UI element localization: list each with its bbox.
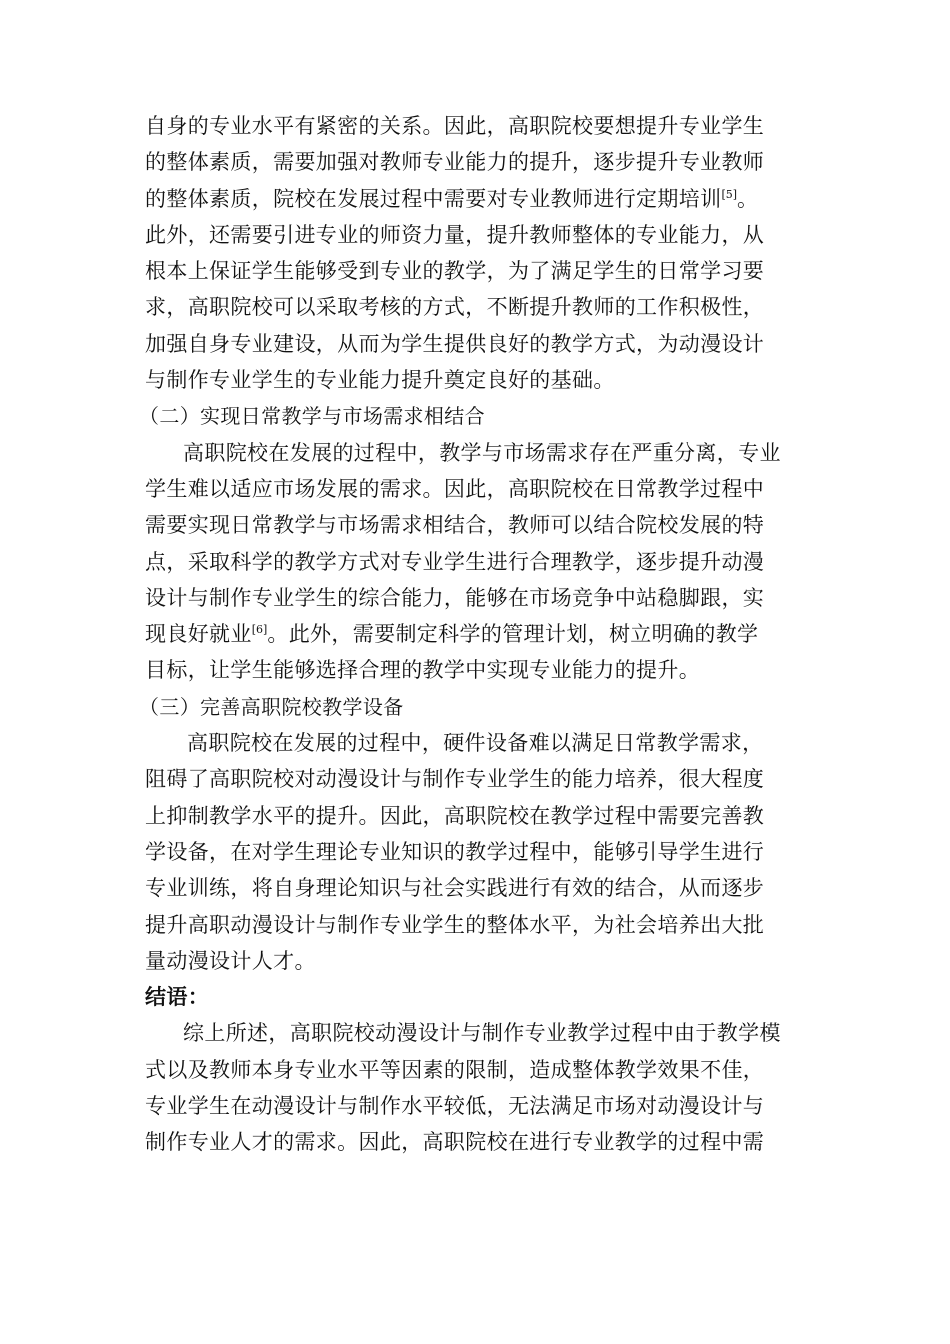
text-line-tail: 。此外，需要制定科学的管理计划，树立明确的教学 bbox=[267, 622, 759, 647]
paragraph-equipment bbox=[145, 725, 813, 979]
text-line: 设计与制作专业学生的综合能力，能够在市场竞争中站稳脚跟，实 bbox=[145, 585, 765, 610]
text-line: 求，高职院校可以采取考核的方式，不断提升教师的工作积极性， bbox=[145, 295, 765, 320]
text-line: 式以及教师本身专业水平等因素的限制，造成整体教学效果不佳， bbox=[145, 1057, 765, 1082]
citation-ref-5: [5] bbox=[721, 187, 738, 201]
text-line: 高职院校在发展的过程中，硬件设备难以满足日常教学需求， bbox=[187, 731, 764, 756]
paragraph-market-demand bbox=[145, 435, 813, 689]
text-line: 上抑制教学水平的提升。因此，高职院校在教学过程中需要完善教 bbox=[145, 803, 765, 828]
text-line: 的整体素质，需要加强对教师专业能力的提升，逐步提升专业教师 bbox=[145, 150, 765, 175]
section-heading-market-demand: （二）实现日常教学与市场需求相结合 bbox=[139, 404, 485, 429]
text-line: 量动漫设计人才。 bbox=[145, 948, 316, 973]
text-line: 根本上保证学生能够受到专业的教学，为了满足学生的日常学习要 bbox=[145, 259, 765, 284]
text-line-body: 的整体素质，院校在发展过程中需要对专业教师进行定期培训 bbox=[145, 186, 722, 211]
text-line-tail: 。 bbox=[737, 186, 759, 211]
text-line: 此外，还需要引进专业的师资力量，提升教师整体的专业能力，从 bbox=[145, 222, 765, 247]
text-line: 专业学生在动漫设计与制作水平较低，无法满足市场对动漫设计与 bbox=[145, 1094, 765, 1119]
text-line: 学设备，在对学生理论专业知识的教学过程中，能够引导学生进行 bbox=[145, 839, 765, 864]
text-line: 与制作专业学生的专业能力提升奠定良好的基础。 bbox=[145, 368, 615, 393]
text-line: 需要实现日常教学与市场需求相结合，教师可以结合院校发展的特 bbox=[145, 513, 765, 538]
text-line: 学生难以适应市场发展的需求。因此，高职院校在日常教学过程中 bbox=[145, 476, 765, 501]
text-line: 阻碍了高职院校对动漫设计与制作专业学生的能力培养，很大程度 bbox=[145, 767, 765, 792]
text-line: 专业训练，将自身理论知识与社会实践进行有效的结合，从而逐步 bbox=[145, 876, 765, 901]
text-line: 加强自身专业建设，从而为学生提供良好的教学方式，为动漫设计 bbox=[145, 331, 765, 356]
document-body bbox=[139, 108, 813, 1161]
text-line: 制作专业人才的需求。因此，高职院校在进行专业教学的过程中需 bbox=[145, 1130, 765, 1155]
text-line: 点，采取科学的教学方式对专业学生进行合理教学，逐步提升动漫 bbox=[145, 549, 765, 574]
text-line bbox=[145, 181, 813, 217]
conclusion-heading: 结语： bbox=[145, 985, 210, 1010]
text-line bbox=[145, 616, 813, 652]
text-line: 提升高职动漫设计与制作专业学生的整体水平，为社会培养出大批 bbox=[145, 912, 765, 937]
paragraph-conclusion bbox=[145, 1015, 813, 1160]
text-line: 自身的专业水平有紧密的关系。因此，高职院校要想提升专业学生 bbox=[145, 114, 765, 138]
text-line-body: 现良好就业 bbox=[145, 622, 252, 647]
text-line: 高职院校在发展的过程中，教学与市场需求存在严重分离，专业 bbox=[183, 440, 781, 465]
section-heading-equipment: （三）完善高职院校教学设备 bbox=[139, 694, 404, 719]
text-line: 目标，让学生能够选择合理的教学中实现专业能力的提升。 bbox=[145, 658, 701, 683]
paragraph-teacher-training bbox=[145, 108, 813, 398]
text-line: 综上所述，高职院校动漫设计与制作专业教学过程中由于教学模 bbox=[183, 1021, 781, 1046]
citation-ref-6: [6] bbox=[251, 623, 268, 637]
